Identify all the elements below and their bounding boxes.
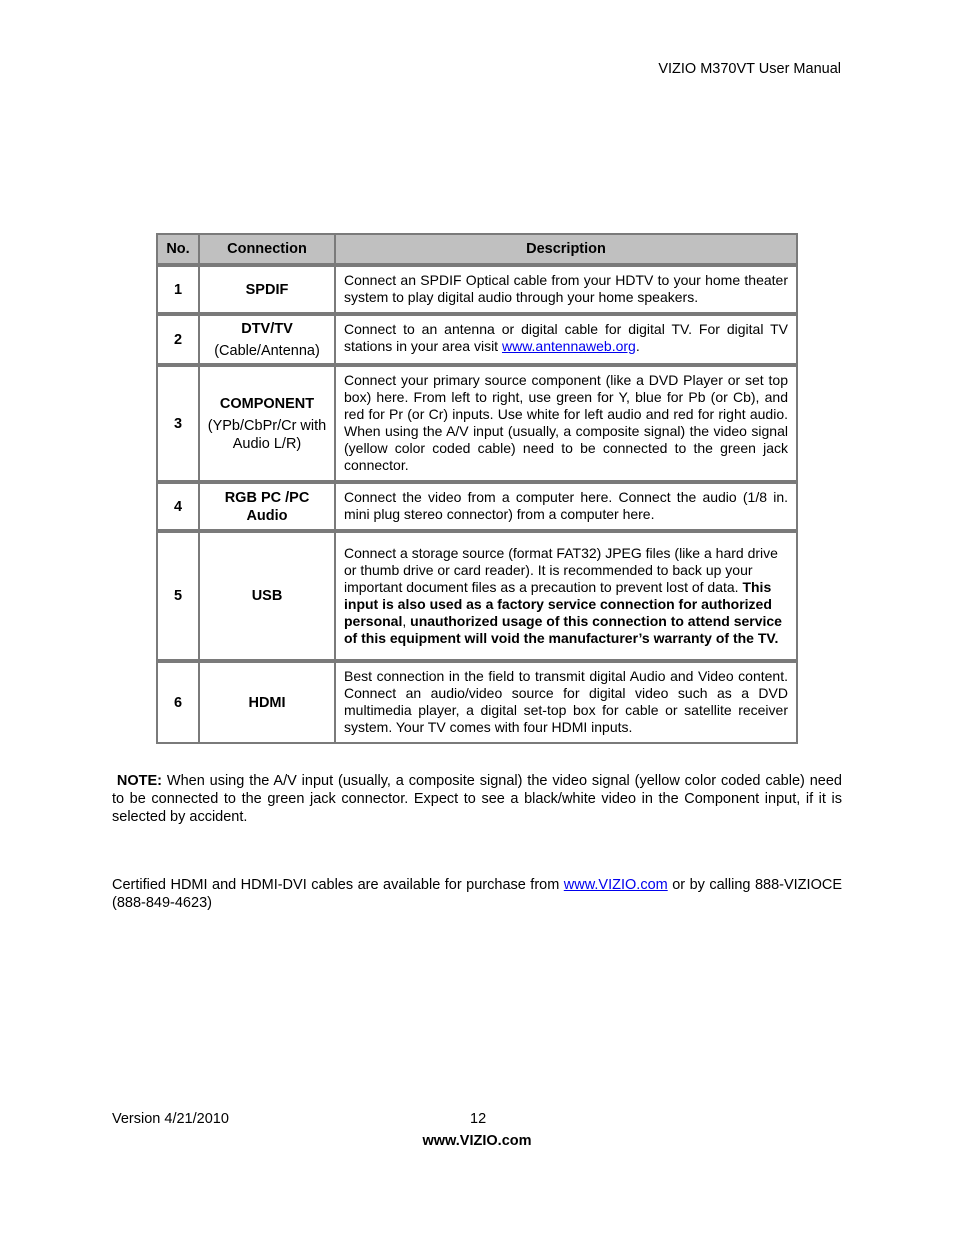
certified-cables-paragraph xyxy=(112,876,842,912)
certified-text-end: or by calling 888-VIZIOCE (888-849-4623) xyxy=(112,877,842,911)
note-label: NOTE: xyxy=(116,773,162,789)
description-text-end: . xyxy=(635,338,640,354)
row-number: 6 xyxy=(157,660,199,743)
connection-subtitle: (Cable/Antenna) xyxy=(214,342,320,359)
table-row xyxy=(157,313,797,364)
table-row xyxy=(157,481,797,530)
connection-cell xyxy=(199,264,335,313)
table-row xyxy=(157,530,797,660)
column-header-no: No. xyxy=(157,234,199,264)
page-number: 12 xyxy=(470,1111,487,1127)
row-number: 2 xyxy=(157,313,199,364)
connection-cell xyxy=(199,313,335,364)
row-number: 1 xyxy=(157,264,199,313)
description-cell: Connect your primary source component (like a DVD Player or set top box) here. From left to right, use green for Y, blue for Pb (or Cb), and red for Pr (or Cr) inputs. Use white for left audio and red for right audio. When using the A/V input (usually, a composite signal) the video signal (yellow color coded cable) need to be connected to the green jack connector. xyxy=(335,364,797,481)
warning-text: This input is also used as a factory service connection for authorized personal xyxy=(344,578,772,629)
connection-name: USB xyxy=(251,588,283,604)
document-header-title: VIZIO M370VT User Manual xyxy=(658,61,841,77)
note-paragraph xyxy=(112,772,842,826)
table-header-row xyxy=(157,234,797,264)
vizio-link[interactable]: www.VIZIO.com xyxy=(563,877,668,893)
description-cell: Best connection in the field to transmit digital Audio and Video content. Connect an audio/video source for digital video such as a DVD multimedia player, a digital set-top box for cable or satellite receiver system. Your TV comes with four HDMI inputs. xyxy=(335,660,797,743)
connection-cell xyxy=(199,530,335,660)
connection-cell xyxy=(199,660,335,743)
connection-name: HDMI xyxy=(248,694,286,711)
antennaweb-link[interactable]: www.antennaweb.org xyxy=(501,338,636,354)
footer-version: Version 4/21/2010 xyxy=(112,1111,229,1127)
connections-table xyxy=(156,233,798,744)
connection-name: COMPONENT xyxy=(219,395,315,412)
row-number: 4 xyxy=(157,481,199,530)
table-row xyxy=(157,264,797,313)
description-cell: Connect the video from a computer here. Connect the audio (1/8 in. mini plug stereo connector) from a computer here. xyxy=(335,481,797,530)
row-number: 5 xyxy=(157,530,199,660)
connection-cell xyxy=(199,481,335,530)
column-header-connection: Connection xyxy=(199,234,335,264)
connection-cell xyxy=(199,364,335,481)
description-text: Connect to an antenna or digital cable for digital TV. For digital TV stations in your area visit xyxy=(344,321,788,354)
row-number: 3 xyxy=(157,364,199,481)
description-cell xyxy=(335,313,797,364)
table-row xyxy=(157,660,797,743)
certified-text: Certified HDMI and HDMI-DVI cables are available for purchase from xyxy=(112,877,564,893)
table-row xyxy=(157,364,797,481)
connection-name: RGB PC /PC Audio xyxy=(224,489,310,524)
note-text: When using the A/V input (usually, a composite signal) the video signal (yellow color coded cable) need to be connected to the green jack connector. Expect to see a black/white video in the Component input, if it is selected by accident. xyxy=(112,773,842,825)
warranty-warning-text: unauthorized usage of this connection to attend service of this equipment will void the manufacturer’s warranty of the TV. xyxy=(344,612,782,646)
description-text: Connect a storage source (format FAT32) JPEG files (like a hard drive or thumb drive or card reader). It is recommended to back up your important document files as a precaution to prevent lost of data. xyxy=(344,544,778,595)
footer-url: www.VIZIO.com xyxy=(422,1133,532,1149)
description-separator: , xyxy=(402,612,411,629)
connection-subtitle: (YPb/CbPr/Cr with Audio L/R) xyxy=(207,417,327,452)
description-cell: Connect an SPDIF Optical cable from your HDTV to your home theater system to play digital audio through your home speakers. xyxy=(335,264,797,313)
connection-name: DTV/TV xyxy=(241,320,293,337)
description-cell xyxy=(335,530,797,660)
connection-name: SPDIF xyxy=(245,281,289,298)
column-header-description: Description xyxy=(335,234,797,264)
